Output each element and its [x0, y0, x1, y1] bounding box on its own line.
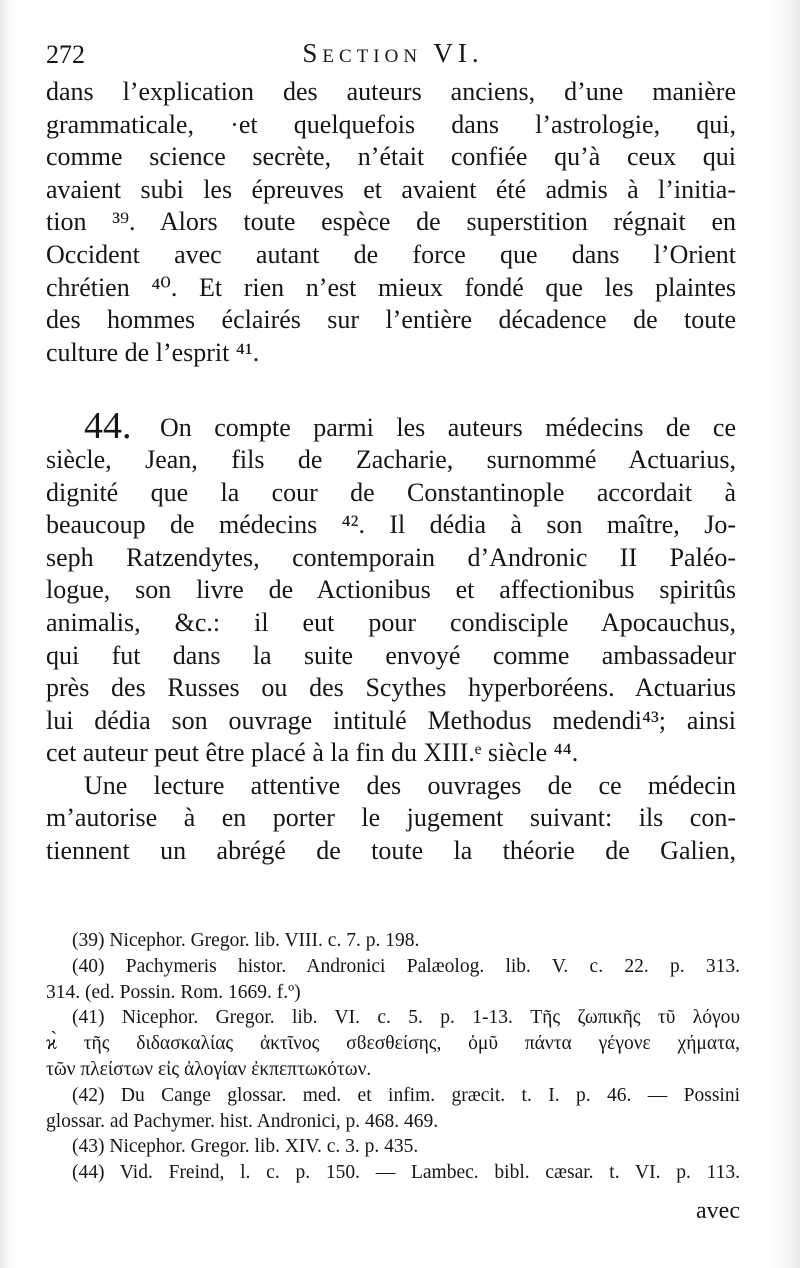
text-line: logue, son livre de Actionibus et affectionibus spiritûs: [46, 575, 736, 605]
text-line-first: [46, 405, 737, 448]
paragraph-3: [46, 770, 736, 868]
footnote-line: glossar. ad Pachymer. hist. Andronici, p. 468. 469.: [46, 1110, 439, 1132]
text-line: près des Russes ou des Scythes hyperboréens. Actuarius: [46, 673, 736, 703]
footnote-line: ϰ̀ τῆς διδασκαλίας ἀκτῖνος σϐεσθείσης, ὁμῦ πάντα γέγονε χήματα,: [46, 1033, 740, 1055]
text-line: dignité que la cour de Constantinople accordait à: [46, 477, 736, 507]
paragraph-2: [46, 405, 737, 770]
footnote-line: (43) Nicephor. Gregor. lib. XIV. c. 3. p. 435.: [72, 1136, 419, 1158]
main-text: [46, 76, 736, 868]
footnote-line: 314. (ed. Possin. Rom. 1669. f.º): [46, 981, 301, 1003]
text-line: Occident avec autant de force que dans l’Orient: [46, 239, 736, 269]
footnote-line: (41) Nicephor. Gregor. lib. VI. c. 5. p. 1-13. Τῆς ζωπικῆς τῦ λόγου: [72, 1007, 740, 1029]
catchword: avec: [696, 1198, 740, 1224]
page-number: 272: [46, 40, 85, 69]
text-line: Une lecture attentive des ouvrages de ce médecin: [84, 770, 736, 800]
text-line: dans l’explication des auteurs anciens, d’une manière: [46, 77, 736, 106]
text-line: chrétien ⁴⁰. Et rien n’est mieux fondé que les plaintes: [46, 272, 736, 302]
text-line: grammaticale, ·et quelquefois dans l’astrologie, qui,: [46, 109, 736, 139]
footnotes: [46, 928, 740, 1186]
text-line: cet auteur peut être placé à la fin du XIII.ᵉ siècle ⁴⁴.: [46, 738, 579, 768]
text-line: animalis, &c.: il eut pour condisciple Apocauchus,: [46, 607, 736, 637]
section-number: 44.: [84, 405, 132, 448]
text-line: tiennent un abrégé de toute la théorie de Galien,: [46, 836, 736, 866]
text-line: siècle, Jean, fils de Zacharie, surnommé Actuarius,: [46, 444, 736, 474]
footnote-line: (39) Nicephor. Gregor. lib. VIII. c. 7. p. 198.: [72, 930, 420, 951]
text-line: avaient subi les épreuves et avaient été admis à l’initia-: [46, 174, 736, 204]
footnote-line: τῶν πλείστων εἰς ἀλογίαν ἐκπεπτωκότων.: [46, 1058, 372, 1080]
paragraph-gap: [46, 369, 736, 411]
page-header: [46, 34, 740, 70]
footnote-line: (42) Du Cange glossar. med. et infim. græcit. t. I. p. 46. — Possini: [72, 1084, 740, 1106]
paragraph-1: [46, 76, 736, 369]
text-line-start: On compte parmi les auteurs médecins de ce: [159, 413, 737, 443]
text-line: comme science secrète, n’était confiée qu’à ceux qui: [46, 142, 736, 172]
text-line: des hommes éclairés sur l’entière décadence de toute: [46, 305, 736, 335]
text-line: beaucoup de médecins ⁴². Il dédia à son maître, Jo-: [46, 510, 736, 540]
text-line: seph Ratzendytes, contemporain d’Andronic II Paléo-: [46, 542, 736, 572]
text-line: culture de l’esprit ⁴¹.: [46, 337, 260, 367]
text-line: tion ³⁹. Alors toute espèce de superstition régnait en: [46, 207, 736, 237]
running-head: Section VI.: [302, 38, 484, 68]
footnote-line: (40) Pachymeris histor. Andronici Palæolog. lib. V. c. 22. p. 313.: [72, 955, 740, 977]
text-line: qui fut dans la suite envoyé comme ambassadeur: [46, 640, 736, 670]
text-line: m’autorise à en porter le jugement suivant: ils con-: [46, 803, 736, 833]
footnote-line: (44) Vid. Freind, l. c. p. 150. — Lambec. bibl. cæsar. t. VI. p. 113.: [72, 1162, 740, 1184]
text-line: lui dédia son ouvrage intitulé Methodus medendi⁴³; ainsi: [46, 705, 736, 735]
